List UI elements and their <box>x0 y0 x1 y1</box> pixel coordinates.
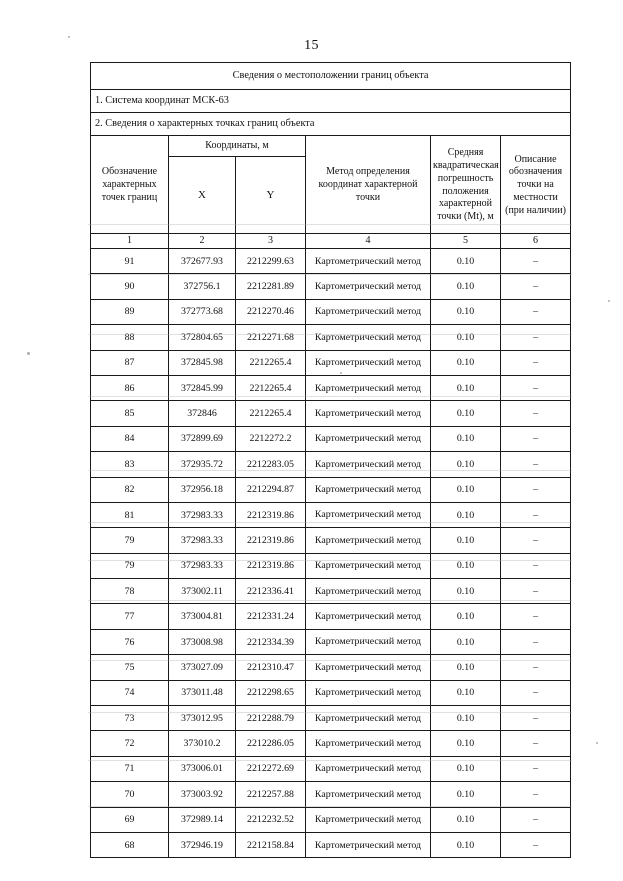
cell-accuracy: 0.10 <box>431 731 501 756</box>
cell-description: – <box>501 299 571 324</box>
cell-point: 70 <box>91 782 169 807</box>
cell-x: 373002.11 <box>169 579 236 604</box>
cell-description: – <box>501 274 571 299</box>
header-description: Описание обозначения точки на местности (при наличии) <box>501 136 571 234</box>
cell-y: 2212298.65 <box>236 680 306 705</box>
column-number-row <box>91 234 571 249</box>
column-number-1: 1 <box>91 234 169 249</box>
cell-x: 373004.81 <box>169 604 236 629</box>
cell-x: 372845.98 <box>169 350 236 375</box>
table-banner-row <box>91 63 571 90</box>
cell-x: 372899.69 <box>169 426 236 451</box>
cell-y: 2212265.4 <box>236 401 306 426</box>
cell-x: 372773.68 <box>169 299 236 324</box>
cell-x: 373011.48 <box>169 680 236 705</box>
cell-method: Картометрический метод <box>306 680 431 705</box>
cell-point: 82 <box>91 477 169 502</box>
cell-point: 84 <box>91 426 169 451</box>
cell-accuracy: 0.10 <box>431 553 501 578</box>
cell-x: 372935.72 <box>169 452 236 477</box>
cell-y: 2212283.05 <box>236 452 306 477</box>
cell-y: 2212334.39 <box>236 629 306 654</box>
scan-streak <box>88 224 572 225</box>
cell-accuracy: 0.10 <box>431 350 501 375</box>
cell-point: 87 <box>91 350 169 375</box>
cell-method: Картометрический метод <box>306 604 431 629</box>
cell-y: 2212265.4 <box>236 350 306 375</box>
cell-accuracy: 0.10 <box>431 706 501 731</box>
scan-speckle <box>27 352 30 355</box>
cell-method: Картометрический метод <box>306 452 431 477</box>
cell-method: Картометрический метод <box>306 325 431 350</box>
cell-y: 2212265.4 <box>236 375 306 400</box>
boundary-points-table <box>90 62 571 858</box>
cell-method: Картометрический метод <box>306 477 431 502</box>
scan-streak <box>88 712 572 713</box>
cell-accuracy: 0.10 <box>431 249 501 274</box>
cell-method: Картометрический метод <box>306 782 431 807</box>
cell-accuracy: 0.10 <box>431 782 501 807</box>
cell-description: – <box>501 579 571 604</box>
cell-y: 2212319.86 <box>236 528 306 553</box>
cell-y: 2212319.86 <box>236 502 306 527</box>
cell-point: 85 <box>91 401 169 426</box>
table-row <box>91 832 571 857</box>
scan-streak <box>88 522 572 523</box>
cell-method: Картометрический метод <box>306 528 431 553</box>
scan-speckle <box>608 300 610 302</box>
cell-method: Картометрический метод <box>306 629 431 654</box>
header-method: Метод определения координат характерной точки <box>306 136 431 234</box>
cell-method: Картометрический метод <box>306 579 431 604</box>
cell-y: 2212232.52 <box>236 807 306 832</box>
cell-y: 2212257.88 <box>236 782 306 807</box>
cell-y: 2212336.41 <box>236 579 306 604</box>
table-row <box>91 452 571 477</box>
cell-description: – <box>501 629 571 654</box>
cell-y: 2212270.46 <box>236 299 306 324</box>
cell-method: Картометрический метод <box>306 426 431 451</box>
cell-x: 373027.09 <box>169 655 236 680</box>
cell-point: 72 <box>91 731 169 756</box>
cell-y: 2212288.79 <box>236 706 306 731</box>
table-row <box>91 249 571 274</box>
cell-method: Картометрический метод <box>306 553 431 578</box>
header-accuracy: Средняя квадратическая погрешность положения характерной точки (Мt), м <box>431 136 501 234</box>
scan-speckle <box>68 36 70 38</box>
table-row <box>91 655 571 680</box>
cell-y: 2212299.63 <box>236 249 306 274</box>
section-2-row <box>91 113 571 136</box>
cell-x: 372983.33 <box>169 553 236 578</box>
cell-point: 79 <box>91 528 169 553</box>
cell-point: 77 <box>91 604 169 629</box>
cell-method: Картометрический метод <box>306 807 431 832</box>
cell-accuracy: 0.10 <box>431 579 501 604</box>
cell-description: – <box>501 756 571 781</box>
cell-y: 2212310.47 <box>236 655 306 680</box>
cell-point: 83 <box>91 452 169 477</box>
cell-accuracy: 0.10 <box>431 756 501 781</box>
cell-accuracy: 0.10 <box>431 680 501 705</box>
cell-description: – <box>501 807 571 832</box>
header-x: X <box>169 157 236 234</box>
table-row <box>91 604 571 629</box>
table-row <box>91 274 571 299</box>
cell-accuracy: 0.10 <box>431 325 501 350</box>
cell-description: – <box>501 375 571 400</box>
table-banner: Сведения о местоположении границ объекта <box>91 63 571 90</box>
cell-x: 372845.99 <box>169 375 236 400</box>
cell-method: Картометрический метод <box>306 731 431 756</box>
cell-x: 372677.93 <box>169 249 236 274</box>
cell-description: – <box>501 350 571 375</box>
cell-method: Картометрический метод <box>306 401 431 426</box>
section-1-label: 1. Система координат МСК-63 <box>91 90 571 113</box>
cell-point: 71 <box>91 756 169 781</box>
cell-accuracy: 0.10 <box>431 528 501 553</box>
table-row <box>91 401 571 426</box>
cell-method: Картометрический метод <box>306 502 431 527</box>
cell-accuracy: 0.10 <box>431 629 501 654</box>
cell-point: 74 <box>91 680 169 705</box>
cell-description: – <box>501 426 571 451</box>
cell-description: – <box>501 401 571 426</box>
cell-method: Картометрический метод <box>306 756 431 781</box>
cell-x: 372989.14 <box>169 807 236 832</box>
scan-streak <box>88 334 572 335</box>
cell-description: – <box>501 731 571 756</box>
cell-description: – <box>501 477 571 502</box>
cell-point: 75 <box>91 655 169 680</box>
cell-x: 373010.2 <box>169 731 236 756</box>
cell-method: Картометрический метод <box>306 274 431 299</box>
cell-description: – <box>501 655 571 680</box>
cell-point: 91 <box>91 249 169 274</box>
scan-streak <box>88 760 572 761</box>
table-row <box>91 325 571 350</box>
cell-description: – <box>501 452 571 477</box>
table-row <box>91 350 571 375</box>
table-row <box>91 629 571 654</box>
cell-y: 2212272.2 <box>236 426 306 451</box>
cell-accuracy: 0.10 <box>431 426 501 451</box>
table-row <box>91 807 571 832</box>
scan-streak <box>88 274 572 275</box>
cell-description: – <box>501 553 571 578</box>
cell-x: 373012.95 <box>169 706 236 731</box>
cell-description: – <box>501 832 571 857</box>
scan-streak <box>88 560 572 561</box>
column-number-3: 3 <box>236 234 306 249</box>
table-row <box>91 680 571 705</box>
cell-x: 372804.65 <box>169 325 236 350</box>
cell-point: 90 <box>91 274 169 299</box>
cell-method: Картометрический метод <box>306 375 431 400</box>
cell-accuracy: 0.10 <box>431 832 501 857</box>
cell-x: 373006.01 <box>169 756 236 781</box>
table-row <box>91 502 571 527</box>
scan-streak <box>88 806 572 807</box>
cell-y: 2212158.84 <box>236 832 306 857</box>
table-row <box>91 528 571 553</box>
scan-streak <box>88 470 572 471</box>
cell-method: Картометрический метод <box>306 249 431 274</box>
table-row <box>91 426 571 451</box>
table-row <box>91 299 571 324</box>
scan-streak <box>88 600 572 601</box>
cell-point: 78 <box>91 579 169 604</box>
cell-accuracy: 0.10 <box>431 401 501 426</box>
cell-accuracy: 0.10 <box>431 502 501 527</box>
cell-description: – <box>501 325 571 350</box>
scan-streak <box>88 660 572 661</box>
cell-y: 2212281.89 <box>236 274 306 299</box>
cell-accuracy: 0.10 <box>431 477 501 502</box>
column-number-6: 6 <box>501 234 571 249</box>
cell-accuracy: 0.10 <box>431 604 501 629</box>
cell-y: 2212294.87 <box>236 477 306 502</box>
cell-x: 372846 <box>169 401 236 426</box>
cell-x: 372983.33 <box>169 502 236 527</box>
table-row <box>91 782 571 807</box>
cell-description: – <box>501 706 571 731</box>
cell-point: 76 <box>91 629 169 654</box>
column-number-5: 5 <box>431 234 501 249</box>
cell-method: Картометрический метод <box>306 350 431 375</box>
cell-y: 2212271.68 <box>236 325 306 350</box>
page-number: 15 <box>304 38 319 53</box>
column-number-2: 2 <box>169 234 236 249</box>
table-row <box>91 731 571 756</box>
cell-accuracy: 0.10 <box>431 375 501 400</box>
scan-streak <box>88 396 572 397</box>
cell-method: Картометрический метод <box>306 655 431 680</box>
table-row <box>91 375 571 400</box>
cell-x: 372756.1 <box>169 274 236 299</box>
cell-x: 373003.92 <box>169 782 236 807</box>
cell-point: 79 <box>91 553 169 578</box>
cell-accuracy: 0.10 <box>431 452 501 477</box>
cell-description: – <box>501 680 571 705</box>
column-number-4: 4 <box>306 234 431 249</box>
cell-accuracy: 0.10 <box>431 299 501 324</box>
cell-method: Картометрический метод <box>306 299 431 324</box>
cell-description: – <box>501 249 571 274</box>
cell-y: 2212319.86 <box>236 553 306 578</box>
header-point-designation: Обозначение характерных точек границ <box>91 136 169 234</box>
cell-y: 2212286.05 <box>236 731 306 756</box>
header-y: Y <box>236 157 306 234</box>
cell-description: – <box>501 502 571 527</box>
header-row-top <box>91 136 571 157</box>
cell-method: Картометрический метод <box>306 706 431 731</box>
cell-point: 69 <box>91 807 169 832</box>
table-row <box>91 477 571 502</box>
table-row <box>91 706 571 731</box>
cell-accuracy: 0.10 <box>431 274 501 299</box>
cell-point: 86 <box>91 375 169 400</box>
header-coordinates: Координаты, м <box>169 136 306 157</box>
scan-speckle <box>596 742 598 744</box>
cell-accuracy: 0.10 <box>431 655 501 680</box>
cell-point: 88 <box>91 325 169 350</box>
cell-description: – <box>501 782 571 807</box>
table-row <box>91 553 571 578</box>
section-2-label: 2. Сведения о характерных точках границ объекта <box>91 113 571 136</box>
cell-y: 2212331.24 <box>236 604 306 629</box>
cell-y: 2212272.69 <box>236 756 306 781</box>
cell-point: 68 <box>91 832 169 857</box>
cell-x: 372946.19 <box>169 832 236 857</box>
cell-accuracy: 0.10 <box>431 807 501 832</box>
cell-description: – <box>501 604 571 629</box>
cell-method: Картометрический метод <box>306 832 431 857</box>
cell-point: 73 <box>91 706 169 731</box>
cell-x: 372956.18 <box>169 477 236 502</box>
cell-x: 373008.98 <box>169 629 236 654</box>
section-1-row <box>91 90 571 113</box>
cell-point: 89 <box>91 299 169 324</box>
cell-description: – <box>501 528 571 553</box>
cell-x: 372983.33 <box>169 528 236 553</box>
cell-point: 81 <box>91 502 169 527</box>
